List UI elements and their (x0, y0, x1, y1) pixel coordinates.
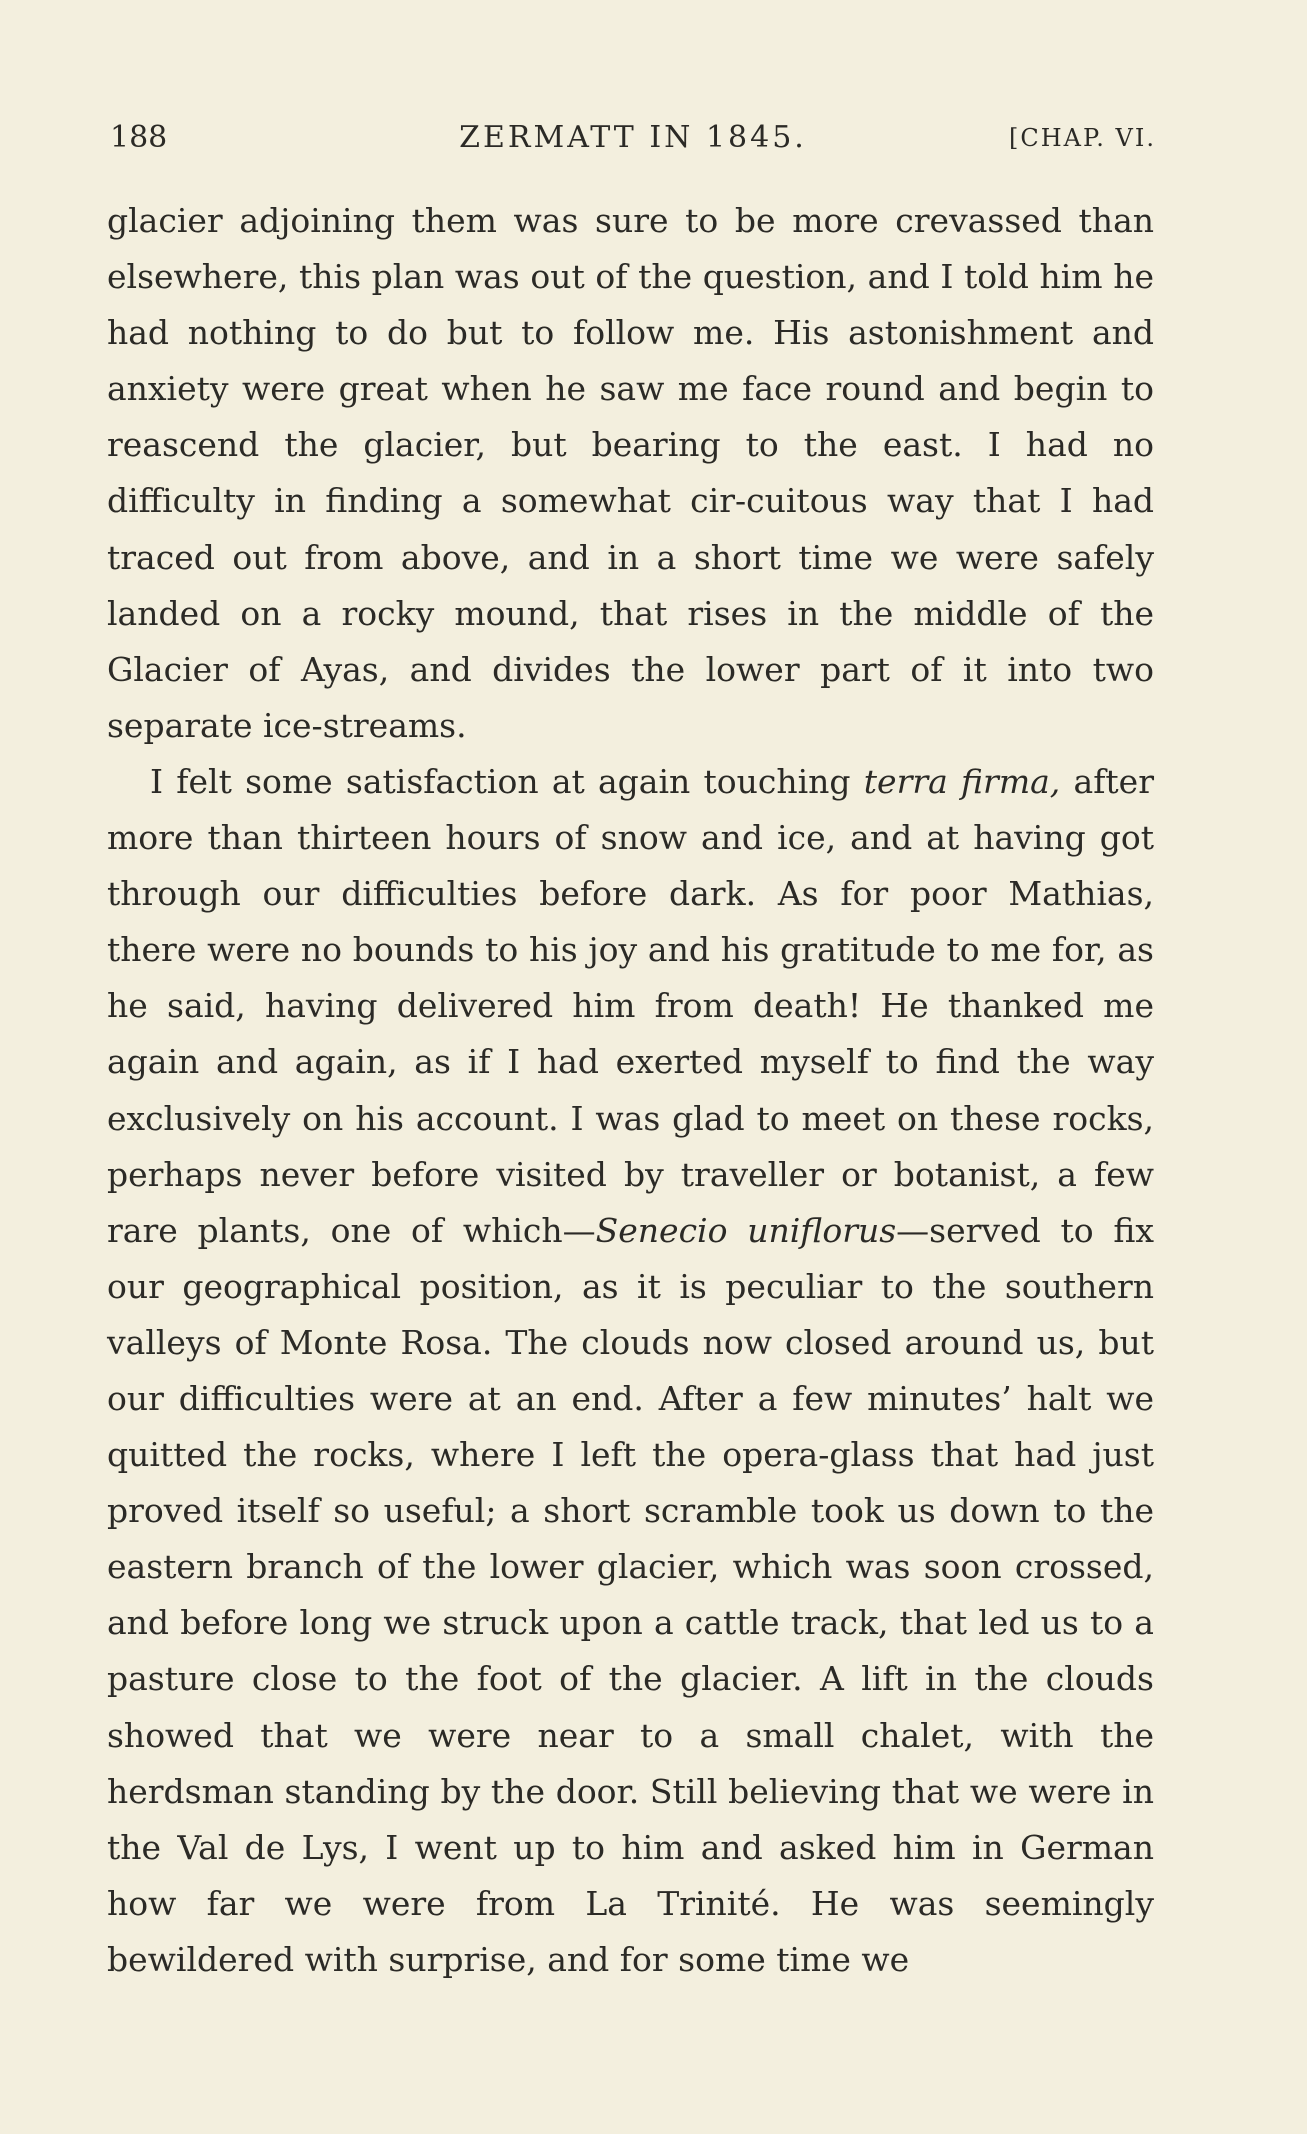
paragraph-2-part-2: after more than thirteen hours of snow and ice, and at having got through our difficulties before dark. As for poor Mathias, there were no bounds to his joy and his gratitude to me for, as he said, having delivered him from death! He thanked me again and again, as if I had exerted myself to find the way exclusively on his account. I was glad to meet on these rocks, perhaps never before visited by traveller or botanist, a few rare plants, one of which— (107, 761, 1154, 1250)
paragraph-2 (107, 754, 1154, 1988)
paragraph-2-part-1: I felt some satisfaction at again touching (150, 761, 864, 801)
italic-terra-firma: terra firma, (863, 761, 1061, 801)
running-title: ZERMATT IN 1845. (459, 120, 807, 155)
body-text (107, 193, 1154, 1988)
italic-senecio-uniflorus: Senecio uniflorus (595, 1210, 897, 1250)
paragraph-2-part-3: —served to fix our geographical position, as it is peculiar to the southern valleys of Monte Rosa. The clouds now closed around us, but our difficulties were at an end. After a few minutes’ halt we quitted the rocks, where I left the opera-glass that had just proved itself so useful; a short scramble took us down to the eastern branch of the lower glacier, which was soon crossed, and before long we struck upon a cattle track, that led us to a pasture close to the foot of the glacier. A lift in the clouds showed that we were near to a small chalet, with the herdsman standing by the door. Still believing that we were in the Val de Lys, I went up to him and asked him in German how far we were from La Trinité. He was seemingly bewildered with surprise, and for some time we (107, 1210, 1154, 1979)
running-header (110, 118, 1156, 158)
paragraph-1: glacier adjoining them was sure to be more crevassed than elsewhere, this plan was out of the question, and I told him he had nothing to do but to follow me. His astonishment and anxiety were great when he saw me face round and begin to reascend the glacier, but bearing to the east. I had no difficulty in finding a somewhat cir-cuitous way that I had traced out from above, and in a short time we were safely landed on a rocky mound, that rises in the middle of the Glacier of Ayas, and divides the lower part of it into two separate ice-streams. (107, 201, 1154, 745)
page-number: 188 (110, 120, 168, 155)
chapter-reference: [CHAP. VI. (1009, 124, 1156, 152)
